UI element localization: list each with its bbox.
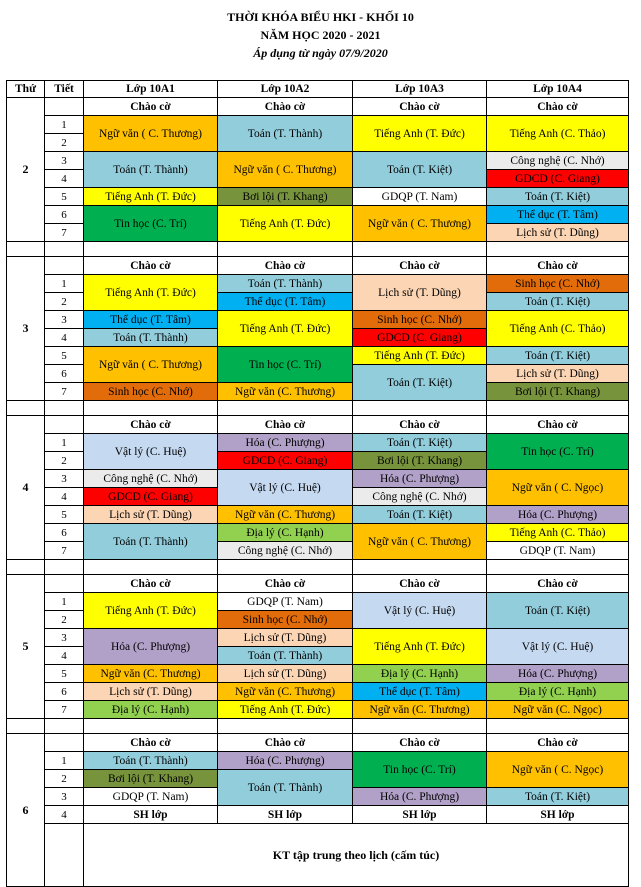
subject-cell: Toán (T. Kiệt) [353,152,487,188]
period-row [7,434,629,452]
period-row [7,593,629,611]
subject-cell: Thể dục (T. Tâm) [218,293,353,311]
tiet-blank [45,416,84,434]
subject-cell: Toán (T. Kiệt) [487,293,629,311]
subject-cell: Lịch sử (T. Dũng) [487,224,629,242]
period-number: 7 [45,542,84,560]
chao-co-cell: Chào cờ [218,257,353,275]
chao-co-cell: Chào cờ [353,734,487,752]
subject-cell: SH lớp [218,806,353,824]
day-label: 5 [7,575,45,719]
subject-cell: GDCD (C. Giang) [218,452,353,470]
tiet-blank [45,734,84,752]
period-row [7,470,629,488]
period-number: 2 [45,770,84,788]
period-number: 6 [45,365,84,383]
period-number: 6 [45,683,84,701]
subject-cell: SH lớp [84,806,218,824]
tiet-blank [45,824,84,887]
subject-cell: Công nghệ (C. Nhớ) [487,152,629,170]
subject-cell: Ngữ văn ( C. Thương) [84,116,218,152]
day-gap-row [7,719,629,734]
subject-cell: Lịch sử (T. Dũng) [353,275,487,311]
period-number: 4 [45,647,84,665]
subject-cell: Tin học (C. Trí) [84,206,218,242]
chao-co-cell: Chào cờ [218,575,353,593]
period-number: 6 [45,206,84,224]
subject-cell: GDQP (T. Nam) [84,788,218,806]
period-number: 3 [45,152,84,170]
subject-cell: Ngữ văn ( C. Thương) [84,347,218,383]
gap-cell [84,719,218,734]
subject-cell: Toán (T. Kiệt) [487,593,629,629]
note-row [7,824,629,887]
schedule-title: THỜI KHÓA BIỂU HKI - KHỐI 10 [227,10,414,24]
gap-cell [45,560,84,575]
subject-cell: Toán (T. Kiệt) [487,188,629,206]
subject-cell: Tiếng Anh (T. Đức) [218,206,353,242]
chao-co-cell: Chào cờ [353,575,487,593]
subject-cell: Bơi lội (T. Khang) [218,188,353,206]
period-row [7,683,629,701]
tiet-blank [45,575,84,593]
gap-cell [7,719,45,734]
gap-cell [218,560,353,575]
subject-cell: Ngữ văn ( C. Ngọc) [487,470,629,506]
period-number: 5 [45,665,84,683]
period-number: 4 [45,488,84,506]
subject-cell: Toán (T. Kiệt) [353,506,487,524]
period-number: 2 [45,611,84,629]
subject-cell: Tiếng Anh (T. Đức) [353,629,487,665]
subject-cell: Toán (T. Kiệt) [487,347,629,365]
period-number: 4 [45,329,84,347]
subject-cell: Sinh học (C. Nhớ) [353,311,487,329]
chao-co-cell: Chào cờ [487,98,629,116]
subject-cell: Ngữ văn (C. Ngọc) [487,701,629,719]
period-row [7,629,629,647]
subject-cell: Lịch sử (T. Dũng) [84,683,218,701]
subject-cell: Tin học (C. Trí) [487,434,629,470]
subject-cell: Sinh học (C. Nhớ) [218,611,353,629]
gap-cell [487,401,629,416]
gap-cell [487,719,629,734]
chao-co-cell: Chào cờ [353,257,487,275]
subject-cell: SH lớp [487,806,629,824]
subject-cell: Tiếng Anh (T. Đức) [218,701,353,719]
period-row [7,152,629,170]
header-class-10a3: Lớp 10A3 [353,81,487,98]
subject-cell: Bơi lội (T. Khang) [487,383,629,401]
subject-cell: Toán (T. Thành) [84,152,218,188]
period-row [7,665,629,683]
subject-cell: Lịch sử (T. Dũng) [218,665,353,683]
subject-cell: Hóa (C. Phượng) [487,506,629,524]
subject-cell: Hóa (C. Phượng) [353,788,487,806]
chao-co-cell: Chào cờ [84,734,218,752]
school-year: NĂM HỌC 2020 - 2021 [260,28,381,42]
period-number: 1 [45,434,84,452]
chao-co-cell: Chào cờ [487,734,629,752]
subject-cell: Toán (T. Thành) [218,647,353,665]
period-number: 3 [45,788,84,806]
day-label: 4 [7,416,45,560]
header-class-10a4: Lớp 10A4 [487,81,629,98]
chao-co-cell: Chào cờ [218,98,353,116]
period-number: 3 [45,311,84,329]
chao-co-cell: Chào cờ [487,257,629,275]
subject-cell: Thể dục (T. Tâm) [353,683,487,701]
chao-co-cell: Chào cờ [218,416,353,434]
day-4-header-row [7,416,629,434]
subject-cell: Vật lý (C. Huệ) [84,434,218,470]
chao-co-cell: Chào cờ [84,416,218,434]
period-number: 2 [45,134,84,152]
subject-cell: Ngữ văn (C. Thương) [218,506,353,524]
gap-cell [353,242,487,257]
subject-cell: Hóa (C. Phượng) [353,470,487,488]
header-class-10a1: Lớp 10A1 [84,81,218,98]
day-gap-row [7,242,629,257]
day-3-header-row [7,257,629,275]
subject-cell: Tin học (C. Trí) [353,752,487,788]
subject-cell: Công nghệ (C. Nhớ) [353,488,487,506]
period-row [7,206,629,224]
chao-co-cell: Chào cờ [487,416,629,434]
gap-cell [487,560,629,575]
subject-cell: Toán (T. Thành) [84,329,218,347]
gap-cell [218,719,353,734]
subject-cell: Ngữ văn ( C. Ngọc) [487,752,629,788]
chao-co-cell: Chào cờ [353,98,487,116]
period-row [7,701,629,719]
gap-cell [45,242,84,257]
period-number: 4 [45,806,84,824]
period-row [7,347,629,365]
subject-cell: Tiếng Anh (T. Đức) [84,593,218,629]
timetable [6,80,629,887]
subject-cell: Tin học (C. Trí) [218,347,353,383]
subject-cell: Ngữ văn ( C. Thương) [218,152,353,188]
header-thu: Thứ [7,81,45,98]
period-row [7,188,629,206]
subject-cell: Hóa (C. Phượng) [218,434,353,452]
day-2-header-row [7,98,629,116]
subject-cell: Ngữ văn (C. Thương) [218,683,353,701]
subject-cell: Tiếng Anh (T. Đức) [218,311,353,347]
header-tiet: Tiết [45,81,84,98]
period-number: 6 [45,524,84,542]
gap-cell [7,560,45,575]
gap-cell [84,560,218,575]
period-row [7,311,629,329]
subject-cell: Địa lý (C. Hạnh) [353,665,487,683]
gap-cell [353,719,487,734]
period-row [7,116,629,134]
subject-cell: Tiếng Anh (T. Đức) [353,347,487,365]
subject-cell: Hóa (C. Phượng) [84,629,218,665]
day-gap-row [7,401,629,416]
subject-cell: Tiếng Anh (C. Thảo) [487,116,629,152]
period-number: 7 [45,383,84,401]
subject-cell: Lịch sử (T. Dũng) [487,365,629,383]
timetable-body [7,98,629,887]
chao-co-cell: Chào cờ [353,416,487,434]
chao-co-cell: Chào cờ [84,575,218,593]
subject-cell: Lịch sử (T. Dũng) [218,629,353,647]
subject-cell: Tiếng Anh (T. Đức) [84,188,218,206]
subject-cell: GDQP (T. Nam) [218,593,353,611]
period-number: 4 [45,170,84,188]
subject-cell: GDQP (T. Nam) [353,188,487,206]
gap-cell [45,401,84,416]
subject-cell: Địa lý (C. Hạnh) [84,701,218,719]
subject-cell: Địa lý (C. Hạnh) [487,683,629,701]
subject-cell: Toán (T. Kiệt) [353,365,487,401]
subject-cell: Công nghệ (C. Nhớ) [84,470,218,488]
period-number: 5 [45,506,84,524]
period-row [7,752,629,770]
period-number: 2 [45,452,84,470]
chao-co-cell: Chào cờ [84,257,218,275]
day-6-header-row [7,734,629,752]
header-class-10a2: Lớp 10A2 [218,81,353,98]
subject-cell: Toán (T. Thành) [84,752,218,770]
subject-cell: Ngữ văn ( C. Thương) [353,206,487,242]
gap-cell [353,560,487,575]
subject-cell: Thể dục (T. Tâm) [487,206,629,224]
tiet-blank [45,257,84,275]
gap-cell [84,242,218,257]
exam-note: KT tập trung theo lịch (cấm túc) [84,824,629,887]
subject-cell: GDCD (C. Giang) [487,170,629,188]
subject-cell: Hóa (C. Phượng) [218,752,353,770]
period-row [7,806,629,824]
period-row [7,524,629,542]
period-number: 7 [45,701,84,719]
day-label: 2 [7,98,45,242]
subject-cell: Hóa (C. Phượng) [487,665,629,683]
period-number: 1 [45,593,84,611]
subject-cell: GDCD (C. Giang) [353,329,487,347]
subject-cell: Tiếng Anh (C. Thảo) [487,311,629,347]
period-number: 3 [45,470,84,488]
period-number: 7 [45,224,84,242]
gap-cell [7,242,45,257]
subject-cell: Ngữ văn (C. Thương) [84,665,218,683]
subject-cell: Toán (T. Thành) [218,275,353,293]
gap-cell [353,401,487,416]
subject-cell: Toán (T. Kiệt) [487,788,629,806]
subject-cell: Sinh học (C. Nhớ) [487,275,629,293]
day-label: 6 [7,734,45,887]
subject-cell: Công nghệ (C. Nhớ) [218,542,353,560]
subject-cell: Ngữ văn (C. Thương) [353,701,487,719]
period-number: 5 [45,347,84,365]
period-row [7,506,629,524]
subject-cell: GDQP (T. Nam) [487,542,629,560]
subject-cell: Tiếng Anh (T. Đức) [84,275,218,311]
period-row [7,383,629,401]
period-number: 1 [45,752,84,770]
subject-cell: Vật lý (C. Huệ) [487,629,629,665]
period-number: 1 [45,275,84,293]
subject-cell: Lịch sử (T. Dũng) [84,506,218,524]
subject-cell: Ngữ văn ( C. Thương) [353,524,487,560]
chao-co-cell: Chào cờ [84,98,218,116]
subject-cell: Ngữ văn (C. Thương) [218,383,353,401]
chao-co-cell: Chào cờ [218,734,353,752]
gap-cell [487,242,629,257]
period-number: 1 [45,116,84,134]
chao-co-cell: Chào cờ [487,575,629,593]
subject-cell: Tiếng Anh (C. Thảo) [487,524,629,542]
subject-cell: Sinh học (C. Nhớ) [84,383,218,401]
subject-cell: GDCD (C. Giang) [84,488,218,506]
period-number: 3 [45,629,84,647]
subject-cell: Vật lý (C. Huệ) [353,593,487,629]
period-row [7,275,629,293]
subject-cell: Toán (T. Thành) [218,770,353,806]
day-label: 3 [7,257,45,401]
gap-cell [45,719,84,734]
period-number: 5 [45,188,84,206]
subject-cell: Toán (T. Thành) [84,524,218,560]
subject-cell: Địa lý (C. Hạnh) [218,524,353,542]
gap-cell [7,401,45,416]
gap-cell [218,242,353,257]
subject-cell: Thể dục (T. Tâm) [84,311,218,329]
subject-cell: Bơi lội (T. Khang) [353,452,487,470]
subject-cell: Bơi lội (T. Khang) [84,770,218,788]
tiet-blank [45,98,84,116]
applied-date: Áp dụng từ ngày 07/9/2020 [253,46,388,60]
subject-cell: Toán (T. Kiệt) [353,434,487,452]
subject-cell: Tiếng Anh (T. Đức) [353,116,487,152]
day-5-header-row [7,575,629,593]
subject-cell: SH lớp [353,806,487,824]
subject-cell: Vật lý (C. Huệ) [218,470,353,506]
day-gap-row [7,560,629,575]
gap-cell [84,401,218,416]
period-number: 2 [45,293,84,311]
subject-cell: Toán (T. Thành) [218,116,353,152]
gap-cell [218,401,353,416]
